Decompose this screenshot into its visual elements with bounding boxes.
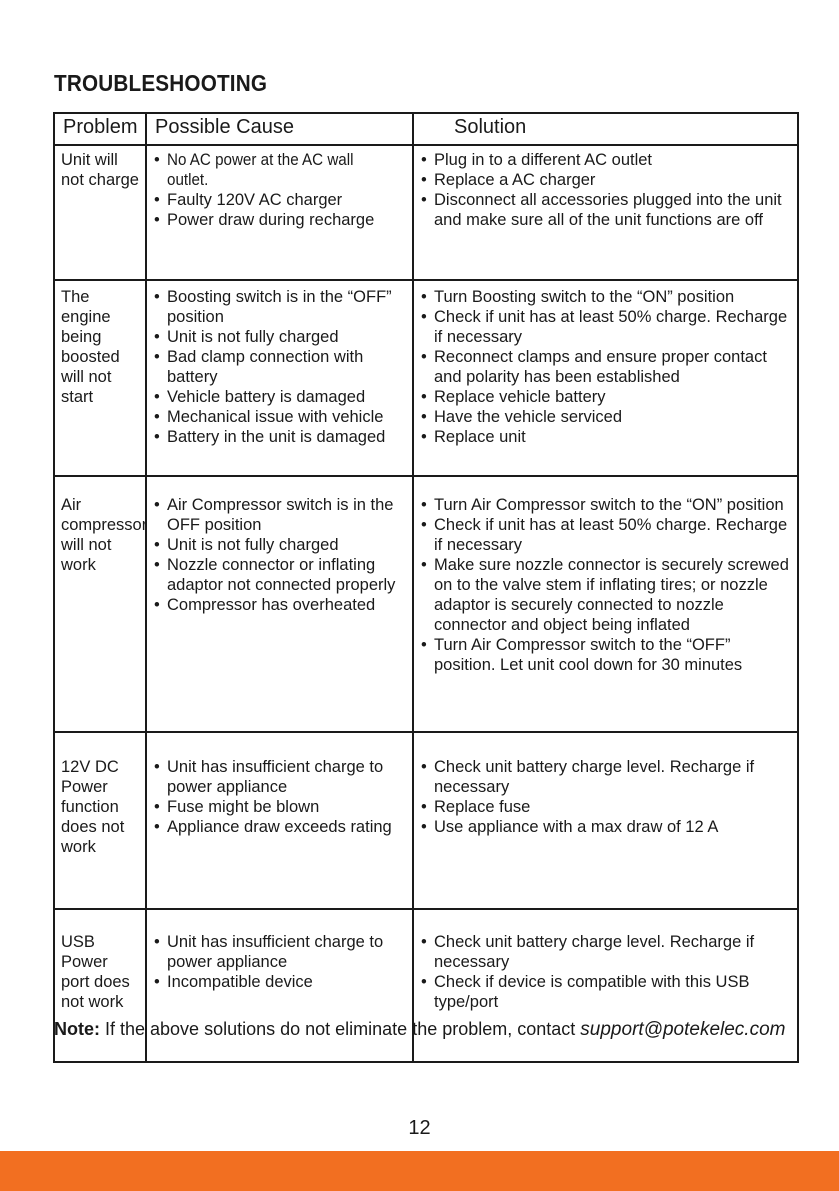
cause-item: • Nozzle connector or inflating adaptor not connected properly xyxy=(153,555,407,595)
solution-item: • Turn Air Compressor switch to the “ON” position xyxy=(420,495,792,515)
solution-item: • Turn Air Compressor switch to the “OFF” position. Let unit cool down for 30 minutes xyxy=(420,635,792,675)
cause-item: • Mechanical issue with vehicle xyxy=(153,407,407,427)
cause-item: • Battery in the unit is damaged xyxy=(153,427,407,447)
solution-cell xyxy=(413,476,798,732)
table-row xyxy=(54,280,798,476)
cause-cell xyxy=(146,732,413,909)
solution-item: • Check if unit has at least 50% charge. Recharge if necessary xyxy=(420,515,792,555)
cause-item: • Unit is not fully charged xyxy=(153,535,407,555)
cause-item: • Compressor has overheated xyxy=(153,595,407,615)
cause-cell xyxy=(146,145,413,280)
problem-cell: USB Power port does not work xyxy=(54,909,146,1062)
solution-item: • Replace a AC charger xyxy=(420,170,792,190)
solution-cell xyxy=(413,732,798,909)
solution-item: • Check unit battery charge level. Recharge if necessary xyxy=(420,757,792,797)
cause-item: • Air Compressor switch is in the OFF position xyxy=(153,495,407,535)
solution-item: • Use appliance with a max draw of 12 A xyxy=(420,817,792,837)
solution-item: • Plug in to a different AC outlet xyxy=(420,150,792,170)
cause-item: • Incompatible device xyxy=(153,972,407,992)
cause-item: • Unit is not fully charged xyxy=(153,327,407,347)
note-text: If the above solutions do not eliminate the problem, contact xyxy=(100,1019,581,1039)
note-line xyxy=(54,1019,785,1041)
cause-item: • Vehicle battery is damaged xyxy=(153,387,407,407)
solution-item: • Disconnect all accessories plugged into the unit and make sure all of the unit functions are off xyxy=(420,190,792,230)
problem-cell: Unit will not charge xyxy=(54,145,146,280)
solution-cell xyxy=(413,280,798,476)
cause-item: • No AC power at the AC wall outlet. xyxy=(153,150,407,190)
page-number: 12 xyxy=(408,1117,431,1139)
cause-item: • Power draw during recharge xyxy=(153,210,407,230)
cause-item: • Fuse might be blown xyxy=(153,797,407,817)
solution-item: • Make sure nozzle connector is securely screwed on to the valve stem if inflating tires; or nozzle adaptor is securely connected to nozzle connector and object being inflated xyxy=(420,555,792,635)
cause-item: • Faulty 120V AC charger xyxy=(153,190,407,210)
cause-cell xyxy=(146,280,413,476)
table-row xyxy=(54,145,798,280)
table-header-row xyxy=(54,113,798,145)
solution-item: • Reconnect clamps and ensure proper contact and polarity has been established xyxy=(420,347,792,387)
problem-cell: 12V DC Power function does not work xyxy=(54,732,146,909)
note-label: Note: xyxy=(54,1019,100,1039)
support-email-link[interactable]: support@potekelec.com xyxy=(580,1019,786,1040)
header-possible-cause: Possible Cause xyxy=(146,113,413,145)
header-solution: Solution xyxy=(413,113,798,145)
solution-item: • Have the vehicle serviced xyxy=(420,407,792,427)
cause-item: • Unit has insufficient charge to power appliance xyxy=(153,932,407,972)
solution-item: • Turn Boosting switch to the “ON” position xyxy=(420,287,792,307)
cause-item: • Boosting switch is in the “OFF” position xyxy=(153,287,407,327)
table-row xyxy=(54,732,798,909)
problem-cell: Air compressor will not work xyxy=(54,476,146,732)
page-title: TROUBLESHOOTING xyxy=(54,70,268,96)
solution-item: • Replace vehicle battery xyxy=(420,387,792,407)
problem-cell: The engine being boosted will not start xyxy=(54,280,146,476)
cause-item: • Unit has insufficient charge to power appliance xyxy=(153,757,407,797)
solution-item: • Check if device is compatible with this USB type/port xyxy=(420,972,792,1012)
cause-cell xyxy=(146,476,413,732)
solution-item: • Replace unit xyxy=(420,427,792,447)
solution-item: • Replace fuse xyxy=(420,797,792,817)
solution-item: • Check if unit has at least 50% charge. Recharge if necessary xyxy=(420,307,792,347)
troubleshooting-table xyxy=(53,112,799,1063)
solution-item: • Check unit battery charge level. Recharge if necessary xyxy=(420,932,792,972)
header-problem: Problem xyxy=(54,113,146,145)
cause-item: • Bad clamp connection with battery xyxy=(153,347,407,387)
table-row xyxy=(54,476,798,732)
solution-cell xyxy=(413,145,798,280)
cause-item: • Appliance draw exceeds rating xyxy=(153,817,407,837)
footer-accent-bar xyxy=(0,1151,839,1191)
